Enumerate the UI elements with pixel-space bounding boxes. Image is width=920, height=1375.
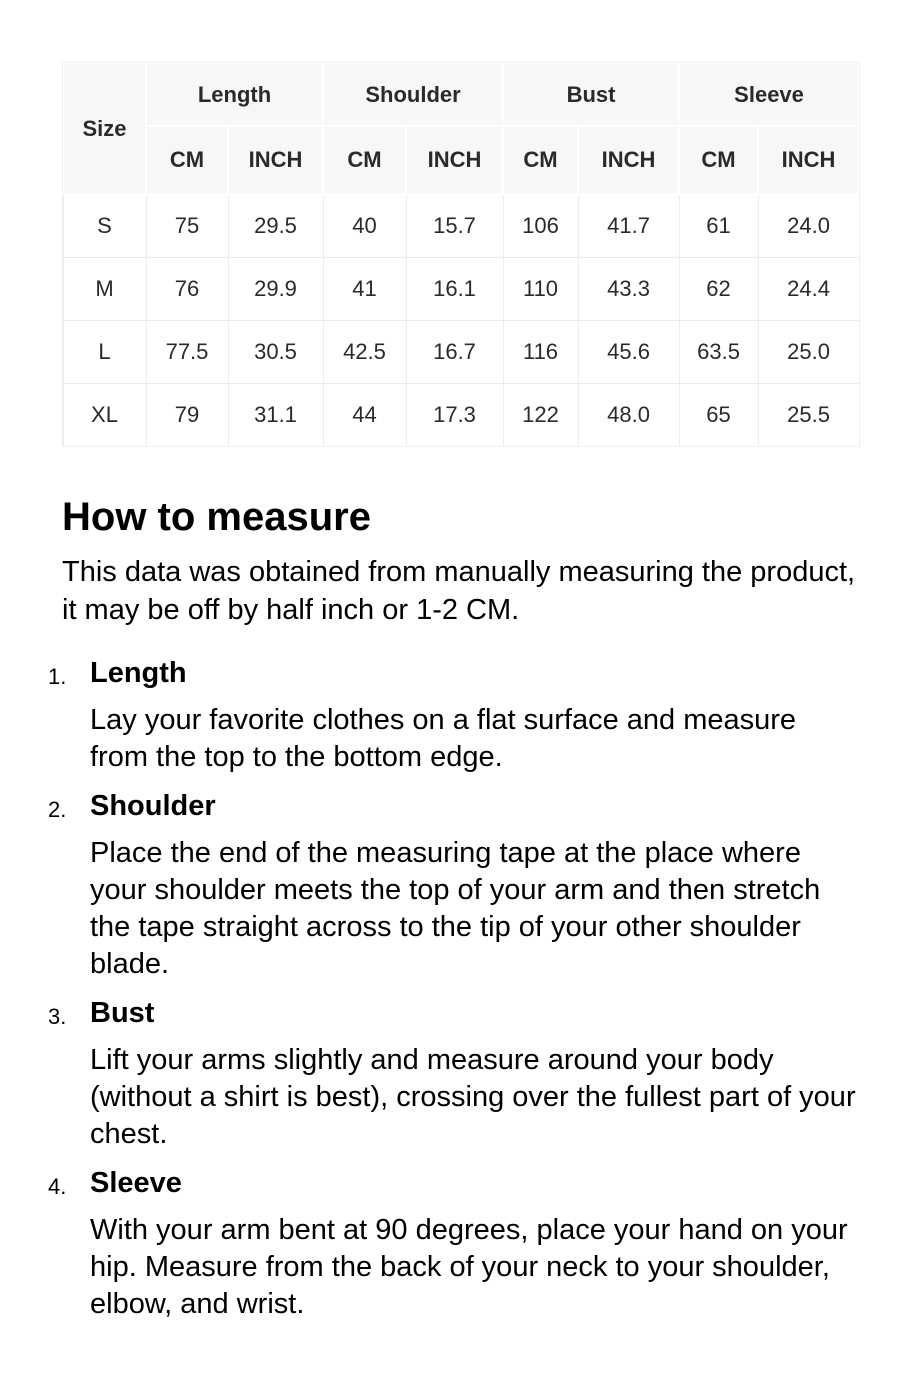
how-to-measure-intro: This data was obtained from manually measuring the product, it may be off by half inch or 1-2 CM. [62, 556, 856, 626]
table-cell: 122 [503, 384, 578, 447]
list-item-shoulder [48, 788, 858, 983]
unit-header-inch: INCH [406, 126, 503, 194]
unit-header-inch: INCH [578, 126, 679, 194]
list-item-description: Lift your arms slightly and measure around your body (without a shirt is best), crossing over the fullest part of your chest. [90, 1044, 856, 1150]
table-cell: 43.3 [578, 258, 679, 321]
table-cell: 30.5 [228, 321, 323, 384]
table-cell: 25.0 [758, 321, 859, 384]
unit-header-cm: CM [679, 126, 758, 194]
table-cell: 62 [679, 258, 758, 321]
unit-header-cm: CM [323, 126, 406, 194]
size-cell: S [63, 194, 146, 258]
list-item-title: Length [90, 657, 187, 689]
table-cell: 116 [503, 321, 578, 384]
table-cell: 41.7 [578, 194, 679, 258]
table-row-l [63, 321, 859, 384]
table-row-m [63, 258, 859, 321]
unit-header-inch: INCH [758, 126, 859, 194]
col-header-shoulder: Shoulder [323, 63, 503, 126]
table-cell: 29.5 [228, 194, 323, 258]
list-item-number: 1. [48, 664, 67, 689]
unit-header-cm: CM [503, 126, 578, 194]
size-cell: M [63, 258, 146, 321]
list-item-title: Bust [90, 997, 155, 1029]
size-chart-table [62, 62, 860, 447]
unit-header-cm: CM [146, 126, 228, 194]
table-cell: 41 [323, 258, 406, 321]
list-item-description: With your arm bent at 90 degrees, place your hand on your hip. Measure from the back of your neck to your shoulder, elbow, and wrist. [90, 1214, 848, 1320]
table-cell: 110 [503, 258, 578, 321]
table-cell: 44 [323, 384, 406, 447]
table-cell: 75 [146, 194, 228, 258]
list-item-description: Place the end of the measuring tape at the place where your shoulder meets the top of your arm and then stretch the tape straight across to the tip of your other shoulder blade. [90, 837, 821, 980]
table-header-groups [63, 63, 859, 126]
table-cell: 106 [503, 194, 578, 258]
table-cell: 42.5 [323, 321, 406, 384]
table-cell: 25.5 [758, 384, 859, 447]
col-header-bust: Bust [503, 63, 679, 126]
list-item-title: Shoulder [90, 790, 216, 822]
size-cell: L [63, 321, 146, 384]
table-cell: 76 [146, 258, 228, 321]
table-cell: 40 [323, 194, 406, 258]
list-item-title: Sleeve [90, 1167, 182, 1199]
list-item-number: 3. [48, 1004, 67, 1029]
list-item-number: 2. [48, 797, 67, 822]
table-row-xl [63, 384, 859, 447]
table-cell: 15.7 [406, 194, 503, 258]
table-header-units [63, 126, 859, 194]
table-cell: 16.7 [406, 321, 503, 384]
table-cell: 24.0 [758, 194, 859, 258]
col-header-size: Size [63, 63, 146, 194]
list-item-number: 4. [48, 1174, 67, 1199]
size-cell: XL [63, 384, 146, 447]
table-cell: 31.1 [228, 384, 323, 447]
how-to-measure-list [48, 655, 858, 1323]
table-cell: 61 [679, 194, 758, 258]
unit-header-inch: INCH [228, 126, 323, 194]
list-item-bust [48, 995, 858, 1153]
table-cell: 77.5 [146, 321, 228, 384]
table-cell: 63.5 [679, 321, 758, 384]
col-header-length: Length [146, 63, 323, 126]
table-cell: 17.3 [406, 384, 503, 447]
how-to-measure-heading: How to measure [62, 495, 371, 539]
list-item-sleeve [48, 1165, 858, 1323]
table-cell: 29.9 [228, 258, 323, 321]
list-item-length [48, 655, 858, 776]
list-item-description: Lay your favorite clothes on a flat surface and measure from the top to the bottom edge. [90, 704, 797, 773]
table-cell: 24.4 [758, 258, 859, 321]
table-cell: 45.6 [578, 321, 679, 384]
table-cell: 65 [679, 384, 758, 447]
table-cell: 16.1 [406, 258, 503, 321]
col-header-sleeve: Sleeve [679, 63, 859, 126]
table-cell: 48.0 [578, 384, 679, 447]
table-cell: 79 [146, 384, 228, 447]
table-row-s [63, 194, 859, 258]
